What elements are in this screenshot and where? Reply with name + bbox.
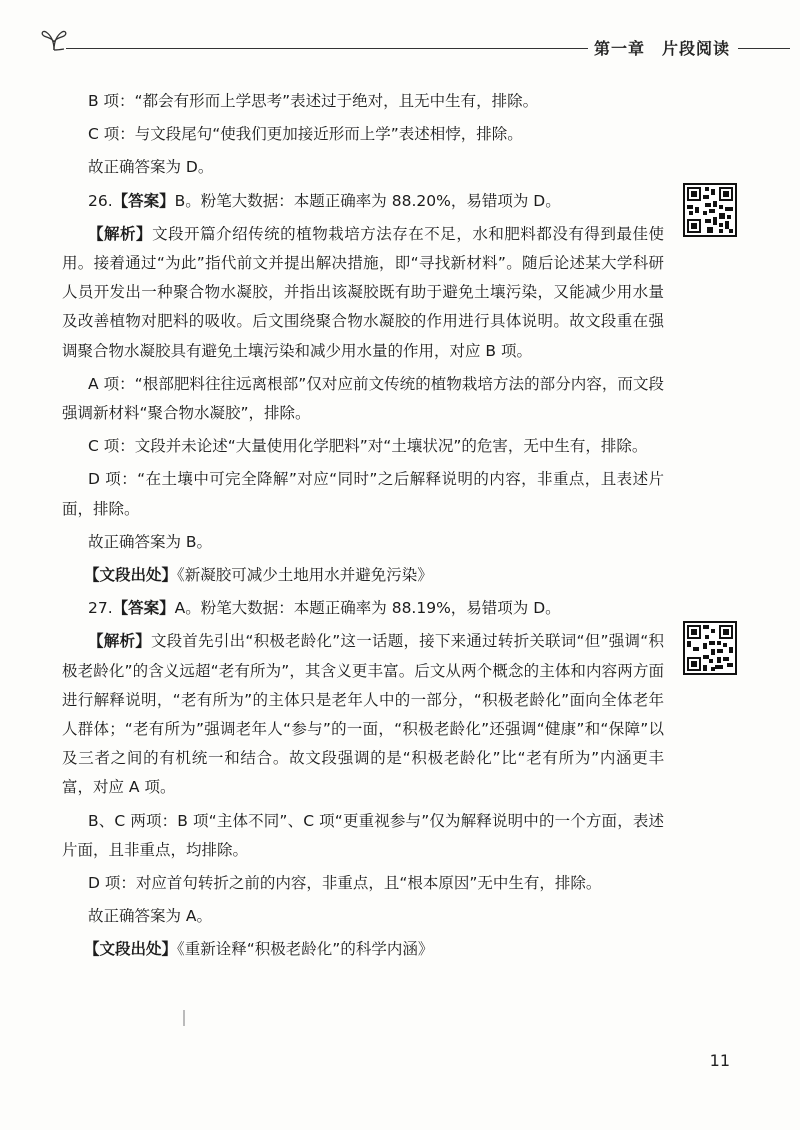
analysis-paragraph: 【解析】文段开篇介绍传统的植物栽培方法存在不足，水和肥料都没有得到最佳使用。接着通过“为此”指代前文并提出解决措施，即“寻找新材料”。随后论述某大学科研人员开发出一种聚合物水凝胶，并指出该凝胶既有助于避免土壤污染，又能减少用水量及改善植物对肥料的吸收。后文围绕聚合物水凝胶的作用进行具体说明。故文段重在强调聚合物水凝胶具有避免土壤污染和减少用水量的作用，对应 B 项。 xyxy=(62,224,664,360)
chapter-title: 第一章 片段阅读 xyxy=(594,39,731,58)
answer-tag: 【答案】 xyxy=(112,599,175,618)
paragraph: 故正确答案为 B。 xyxy=(88,532,213,551)
source-line: 【文段出处】《新凝胶可减少土地用水并避免污染》 xyxy=(84,566,433,585)
paragraph: D 项：对应首句转折之前的内容，非重点，且“根本原因”无中生有，排除。 xyxy=(88,874,602,893)
page-number: 11 xyxy=(709,1051,730,1070)
analysis-tag: 【解析】 xyxy=(88,632,151,651)
paragraph: B、C 两项：B 项“主体不同”、C 项“更重视参与”仅为解释说明中的一个方面，表述片面，且非重点，均排除。 xyxy=(62,811,664,859)
qr-code-icon xyxy=(685,185,735,235)
answer-line: 27.【答案】A。粉笔大数据：本题正确率为 88.19%，易错项为 D。 xyxy=(88,599,561,618)
qr-code-icon xyxy=(685,623,735,673)
paragraph: C 项：文段并未论述“大量使用化学肥料”对“土壤状况”的危害，无中生有，排除。 xyxy=(88,437,648,456)
answer-line: 26.【答案】B。粉笔大数据：本题正确率为 88.20%，易错项为 D。 xyxy=(88,191,561,210)
paragraph: C 项：与文段尾句“使我们更加接近形而上学”表述相悖，排除。 xyxy=(88,125,523,144)
analysis-tag: 【解析】 xyxy=(88,224,153,243)
paragraph: B 项：“都会有形而上学思考”表述过于绝对，且无中生有，排除。 xyxy=(88,92,539,110)
source-tag: 【文段出处】 xyxy=(84,566,178,585)
source-tag: 【文段出处】 xyxy=(84,940,178,959)
qr-code-27[interactable] xyxy=(683,621,737,675)
qr-code-26[interactable] xyxy=(683,183,737,237)
header-rule xyxy=(66,48,588,49)
paragraph: 故正确答案为 D。 xyxy=(88,158,214,177)
analysis-paragraph: 【解析】文段首先引出“积极老龄化”这一话题，接下来通过转折关联词“但”强调“积极老龄化”的含义远超“老有所为”，其含义更丰富。后文从两个概念的主体和内容两方面进行解释说明，“老有所为”的主体只是老年人中的一部分，“积极老龄化”面向全体老年人群体；“老有所为”强调老年人“参与”的一面，“积极老龄化”还强调“健康”和“保障”以及三者之间的有机统一和结合。故文段强调的是“积极老龄化”比“老有所为”内涵更丰富，对应 A 项。 xyxy=(62,632,664,797)
answer-tag: 【答案】 xyxy=(112,191,175,210)
paragraph: D 项：“在土壤中可完全降解”对应“同时”之后解释说明的内容，非重点，且表述片面，排除。 xyxy=(62,470,664,518)
leaf-icon xyxy=(40,26,68,52)
source-line: 【文段出处】《重新诠释“积极老龄化”的科学内涵》 xyxy=(84,940,434,959)
paragraph: 故正确答案为 A。 xyxy=(88,907,213,926)
header-rule-right xyxy=(738,48,790,49)
scan-mark xyxy=(183,1010,185,1026)
explanation-body xyxy=(62,87,664,969)
page-header xyxy=(0,0,800,60)
paragraph: A 项：“根部肥料往往远离根部”仅对应前文传统的植物栽培方法的部分内容，而文段强调新材料“聚合物水凝胶”，排除。 xyxy=(62,374,664,423)
